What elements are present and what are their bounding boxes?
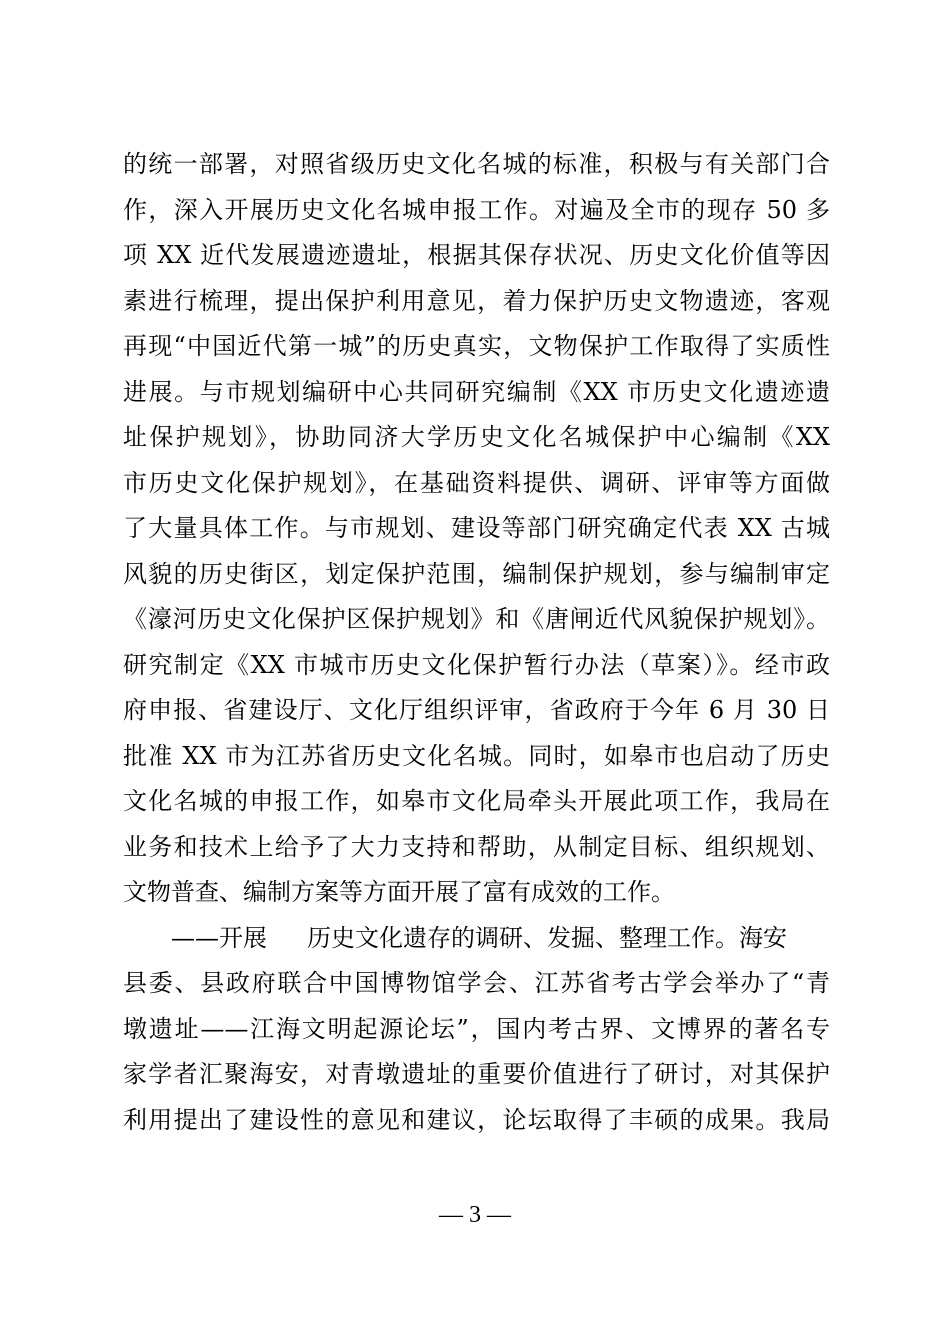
text-line: 批准 XX 市为江苏省历史文化名城。同时，如皋市也启动了历史 xyxy=(123,741,830,770)
text-line: 府申报、省建设厅、文化厅组织评审，省政府于今年 6 月 30 日 xyxy=(123,696,830,724)
text-line: 的统一部署，对照省级历史文化名城的标准，积极与有关部门合 xyxy=(123,150,830,178)
text-line: 墩遗址——江海文明起源论坛”，国内考古界、文博界的著名专 xyxy=(123,1014,830,1043)
text-line: 项 XX 近代发展遗迹遗址，根据其保存状况、历史文化价值等因 xyxy=(123,241,830,269)
text-line: 利用提出了建设性的意见和建议，论坛取得了丰硕的成果。我局 xyxy=(123,1105,830,1134)
first-line-rest: 历史文化遗存的调研、发掘、整理工作。海安 xyxy=(307,923,787,952)
text-line: 素进行梳理，提出保护利用意见，着力保护历史文物遗迹，客观 xyxy=(123,286,830,315)
paragraph-2 xyxy=(123,916,830,1144)
text-line: 《濠河历史文化保护区保护规划》和《唐闸近代风貌保护规划》。 xyxy=(123,605,830,633)
text-line: 市历史文化保护规划》，在基础资料提供、调研、评审等方面做 xyxy=(123,468,830,497)
text-line: 作，深入开展历史文化名城申报工作。对遍及全市的现存 50 多 xyxy=(123,195,830,224)
text-line: 家学者汇聚海安，对青墩遗址的重要价值进行了研讨，对其保护 xyxy=(123,1060,830,1088)
text-line: 进展。与市规划编研中心共同研究编制《XX 市历史文化遗迹遗 xyxy=(123,377,830,406)
text-line: 研究制定《XX 市城市历史文化保护暂行办法（草案）》。经市政 xyxy=(123,650,830,679)
text-line: 了大量具体工作。与市规划、建设等部门研究确定代表 XX 古城 xyxy=(123,514,830,542)
paragraph-1 xyxy=(123,142,830,916)
dash-lead: ——开展 xyxy=(171,923,267,952)
text-line: 址保护规划》，协助同济大学历史文化名城保护中心编制《XX xyxy=(123,423,830,451)
body-text xyxy=(123,142,830,1143)
text-line: 风貌的历史街区，划定保护范围，编制保护规划，参与编制审定 xyxy=(123,559,830,588)
text-line: 县委、县政府联合中国博物馆学会、江苏省考古学会举办了“青 xyxy=(123,969,830,997)
page-number: — 3 — xyxy=(439,1202,511,1228)
text-line: 再现“中国近代第一城”的历史真实，文物保护工作取得了实质性 xyxy=(123,332,830,360)
text-line-first xyxy=(123,916,830,962)
text-line: 文物普查、编制方案等方面开展了富有成效的工作。 xyxy=(123,878,675,906)
text-line: 文化名城的申报工作，如皋市文化局牵头开展此项工作，我局在 xyxy=(123,787,830,815)
text-line: 业务和技术上给予了大力支持和帮助，从制定目标、组织规划、 xyxy=(123,832,830,861)
